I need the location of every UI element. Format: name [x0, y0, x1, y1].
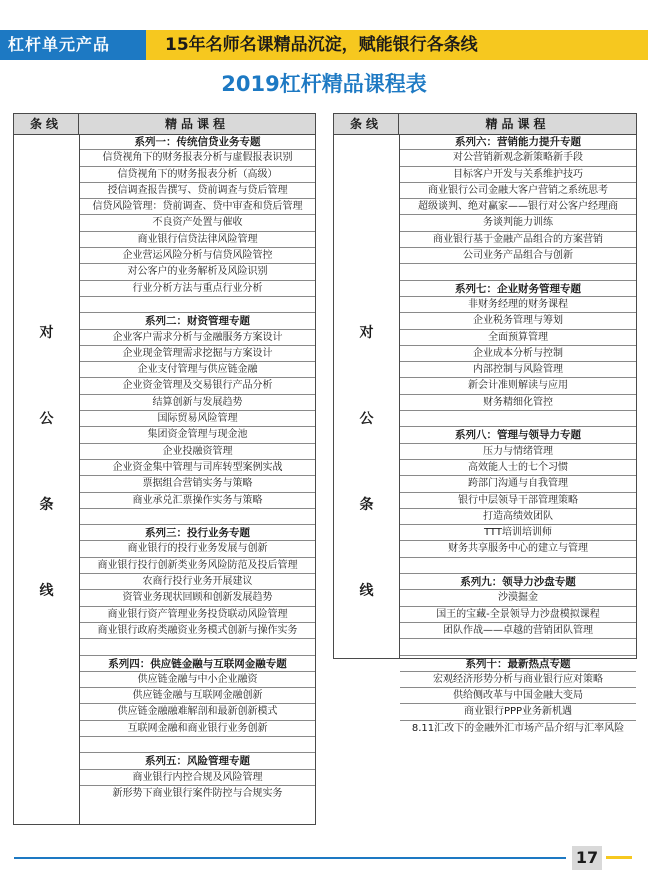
course-row: 商业银行信贷法律风险管理 — [80, 232, 315, 248]
footer-accent — [606, 856, 632, 859]
course-row: 行业分析方法与重点行业分析 — [80, 281, 315, 297]
course-row: 非财务经理的财务课程 — [400, 297, 636, 313]
tagline: 15年名师名课精品沉淀，赋能银行各条线 — [165, 35, 478, 55]
course-row: 企业营运风险分析与信贷风险管控 — [80, 248, 315, 264]
series-header: 系列三：投行业务专题 — [80, 525, 315, 541]
course-row: 沙漠掘金 — [400, 590, 636, 606]
course-row: 高效能人士的七个习惯 — [400, 460, 636, 476]
course-row: 宏观经济形势分析与商业银行应对策略 — [400, 672, 636, 688]
line-char: 条 — [359, 497, 374, 513]
line-char: 条 — [39, 497, 54, 513]
course-row: 跨部门沟通与自我管理 — [400, 476, 636, 492]
course-row: 压力与情绪管理 — [400, 444, 636, 460]
course-row: 企业税务管理与筹划 — [400, 313, 636, 329]
course-row: 商业银行资产管理业务投贷联动风险管理 — [80, 607, 315, 623]
table-header — [334, 114, 636, 135]
series-header: 系列八：管理与领导力专题 — [400, 427, 636, 443]
course-row: 财务精细化管控 — [400, 395, 636, 411]
course-row: 资管业务现状回顾和创新发展趋势 — [80, 590, 315, 606]
course-table-left — [13, 113, 316, 825]
course-row: 8.11汇改下的金融外汇市场产品介绍与汇率风险 — [411, 722, 625, 734]
brand-label: 杠杆单元产品 — [8, 35, 111, 54]
course-row: 国际贸易风险管理 — [80, 411, 315, 427]
line-char: 对 — [359, 325, 374, 341]
course-row: 商业银行的投行业务发展与创新 — [80, 541, 315, 557]
course-table-right — [333, 113, 637, 734]
table-header — [14, 114, 315, 135]
course-row: 国王的宝藏-全景领导力沙盘模拟课程 — [400, 607, 636, 623]
course-row: 农商行投行业务开展建议 — [80, 574, 315, 590]
series-header: 系列九：领导力沙盘专题 — [400, 574, 636, 590]
course-row: 企业资金集中管理与司库转型案例实战 — [80, 460, 315, 476]
line-char: 线 — [359, 583, 374, 599]
course-row: TTT培训培训师 — [400, 525, 636, 541]
series-header: 系列六：营销能力提升专题 — [400, 134, 636, 150]
course-list — [80, 134, 315, 802]
blank-row — [80, 737, 315, 753]
course-list — [400, 134, 636, 737]
course-row: 目标客户开发与关系维护技巧 — [400, 167, 636, 183]
column-header-course: 精品课程 — [164, 117, 229, 131]
course-row: 企业资金管理及交易银行产品分析 — [80, 378, 315, 394]
line-char: 线 — [39, 583, 54, 599]
page-title: 2019杠杆精品课程表 — [221, 72, 427, 96]
series-header: 系列十：最新热点专题 — [400, 656, 636, 672]
blank-row — [400, 639, 636, 655]
course-row: 企业投融资管理 — [80, 444, 315, 460]
course-row: 供给侧改革与中国金融大变局 — [400, 688, 636, 704]
course-row: 务谈判能力训练 — [400, 215, 636, 231]
course-row: 结算创新与发展趋势 — [80, 395, 315, 411]
line-char: 对 — [39, 325, 54, 341]
course-row: 新会计准则解读与应用 — [400, 378, 636, 394]
page-number: 17 — [572, 846, 602, 870]
series-header: 系列二：财资管理专题 — [80, 313, 315, 329]
course-row: 团队作战——卓越的营销团队管理 — [400, 623, 636, 639]
column-header-line: 条线 — [14, 114, 79, 134]
course-row: 信贷视角下的财务报表分析（高级） — [80, 167, 315, 183]
blank-row — [80, 509, 315, 525]
course-row: 企业成本分析与控制 — [400, 346, 636, 362]
line-char: 公 — [359, 411, 374, 427]
blank-row — [400, 264, 636, 280]
course-row: 对公客户的业务解析及风险识别 — [80, 264, 315, 280]
blank-row — [400, 411, 636, 427]
course-row: 新形势下商业银行案件防控与合规实务 — [112, 787, 283, 799]
course-row: 商业银行PPP业务新机遇 — [400, 704, 636, 720]
course-row: 供应链金融与中小企业融资 — [80, 672, 315, 688]
course-row: 财务共享服务中心的建立与管理 — [400, 541, 636, 557]
course-row: 信贷视角下的财务报表分析与虚假报表识别 — [80, 150, 315, 166]
course-row: 互联网金融和商业银行业务创新 — [80, 721, 315, 737]
course-row: 商业银行公司金融大客户营销之系统思考 — [400, 183, 636, 199]
course-row: 商业银行内控合规及风险管理 — [80, 770, 315, 786]
line-column — [14, 134, 79, 824]
course-row: 内部控制与风险管理 — [400, 362, 636, 378]
course-row: 银行中层领导干部管理策略 — [400, 493, 636, 509]
course-row: 商业承兑汇票操作实务与策略 — [80, 493, 315, 509]
line-char: 公 — [39, 411, 54, 427]
course-row: 供应链金融融难解剖和最新创新模式 — [80, 704, 315, 720]
course-row: 企业客户需求分析与金融服务方案设计 — [80, 330, 315, 346]
course-row: 公司业务产品组合与创新 — [400, 248, 636, 264]
course-row: 对公营销新观念新策略新手段 — [400, 150, 636, 166]
series-header: 系列一：传统信贷业务专题 — [80, 134, 315, 150]
course-row: 全面预算管理 — [400, 330, 636, 346]
footer-rule — [14, 857, 566, 859]
series-header: 系列四：供应链金融与互联网金融专题 — [80, 656, 315, 672]
course-row: 商业银行基于金融产品组合的方案营销 — [400, 232, 636, 248]
blank-row — [80, 639, 315, 655]
blank-row — [80, 297, 315, 313]
course-row: 信贷风险管理：贷前调查、贷中审查和贷后管理 — [80, 199, 315, 215]
course-row: 商业银行政府类融资业务模式创新与操作实务 — [80, 623, 315, 639]
course-row: 供应链金融与互联网金融创新 — [80, 688, 315, 704]
course-row: 授信调查报告撰写、贷前调查与贷后管理 — [80, 183, 315, 199]
course-row: 超级谈判、绝对赢家——银行对公客户经理商 — [400, 199, 636, 215]
column-header-course: 精品课程 — [485, 117, 550, 131]
blank-row — [400, 558, 636, 574]
line-column — [334, 134, 399, 658]
column-header-line: 条线 — [334, 114, 399, 134]
course-row: 企业支付管理与供应链金融 — [80, 362, 315, 378]
course-row: 商业银行投行创新类业务风险防范及投后管理 — [80, 558, 315, 574]
course-row: 企业现金管理需求挖掘与方案设计 — [80, 346, 315, 362]
series-header: 系列五：风险管理专题 — [80, 753, 315, 769]
course-row: 打造高绩效团队 — [400, 509, 636, 525]
course-row: 票据组合营销实务与策略 — [80, 476, 315, 492]
series-header: 系列七：企业财务管理专题 — [400, 281, 636, 297]
course-row: 不良资产处置与催收 — [80, 215, 315, 231]
course-row: 集团资金管理与现金池 — [80, 427, 315, 443]
